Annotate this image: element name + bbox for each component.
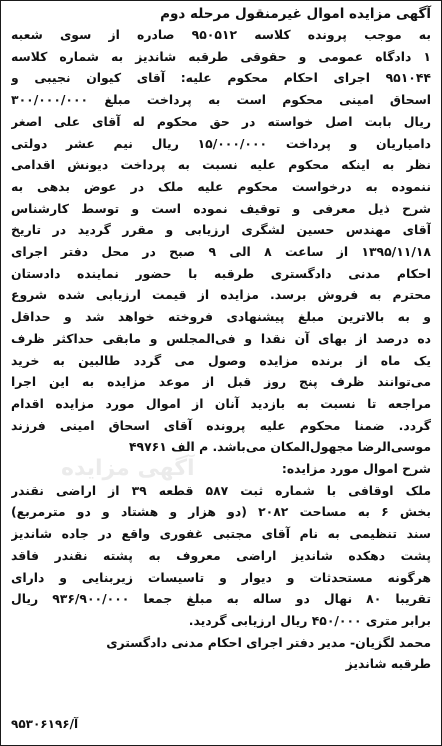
notice-body-line: اسحاق امینی محکوم است به پرداخت مبلغ ۳۰۰/۰۰۰/۰۰۰ [11, 92, 431, 108]
property-line: پشت دهکده شاندیز اراضی معروف به پشته نقندر فاقد [11, 547, 431, 563]
property-line: بخش ۶ به مساحت ۲۰۸۲ (دو هزار و هشتاد و دو مترمربع) [11, 504, 431, 520]
property-line: برابر متری ۴۵۰/۰۰۰ ریال ارزیابی گردید. [188, 612, 431, 628]
property-line: تقریبا ۸۰ نهال دو ساله به مبلغ جمعا ۹۳۶/۹۰۰/۰۰۰ ریال [11, 591, 431, 607]
notice-body-line: موسی‌الرضا مجهول‌المکان می‌باشد. م الف ۴۹۷۶۱ [128, 439, 431, 455]
notice-title: آگهی مزایده اموال غیرمنقول مرحله دوم [160, 6, 431, 22]
notice-body-line: ده درصد از بهای آن نقدا و فی‌المجلس و مابقی حداکثر ظرف [11, 330, 431, 346]
auction-notice [11, 5, 431, 675]
notice-body-line: ۱۳۹۵/۱۱/۱۸ از ساعت ۸ الی ۹ صبح در محل دفتر اجرای [11, 244, 431, 260]
notice-body-line: آقای مهندس حسین لشگری ارزیابی و مقرر گردید در تاریخ [11, 222, 431, 238]
property-line: هرگونه مستحدثات و دیوار و تاسیسات زیربنایی و دارای [11, 569, 431, 585]
notice-body-line: به موجب پرونده کلاسه ۹۵۰۵۱۲ صادره از سوی شعبه [11, 27, 431, 42]
notice-body-line: ریال بابت اصل خواسته در حق محکوم له آقای علی اصغر [11, 113, 431, 129]
notice-body-line: ۹۵۱۰۴۴ اجرای احکام محکوم علیه: آقای کیوان نجیبی و [11, 70, 431, 86]
notice-body-line: مراجعه تا نسبت به بازدید آنان از اموال مورد مزایده اقدام [11, 395, 431, 411]
notice-body-line: محترم به فروش برسد. مزایده از قیمت ارزیابی شده شروع [11, 287, 431, 303]
property-line: ملک اوقافی با شماره ثبت ۵۸۷ قطعه ۳۹ از اراضی نقندر [11, 482, 431, 498]
notice-body-line: ۱ دادگاه عمومی و حقوقی طرقبه شاندیز به شماره کلاسه [11, 48, 431, 64]
notice-body [11, 24, 431, 458]
reference-number: ۹۵۳۰۶۱۹۶/آ [11, 717, 79, 731]
notice-body-line: نظر به اینکه محکوم علیه نسبت به پرداخت دیونش اقدامی [11, 157, 431, 173]
notice-body-line: می‌توانند ظرف پنج روز قبل از موعد مزایده به این اجرا [11, 374, 431, 390]
property-heading: شرح اموال مورد مزایده: [281, 461, 431, 477]
notice-body-line: ننموده به درخواست محکوم علیه ملک در عوض بدهی به [11, 178, 431, 194]
watermark-text: آگهی مزایده [61, 456, 195, 481]
notice-body-line: و به بالاترین مبلغ پیشنهادی فروخته خواهد شد و حداقل [11, 309, 431, 325]
notice-body-line: یک ماه از برنده مزایده وصول می گردد طالبین به خرید [11, 352, 431, 368]
notice-body-line: احکام مدنی دادگستری طرقبه با حضور نماینده دادستان [11, 265, 431, 281]
property-description [11, 480, 431, 632]
signature-line: محمد لگزیان- مدیر دفتر اجرای احکام مدنی دادگستری [106, 634, 431, 650]
notice-body-line: گردد. ضمنا محکوم علیه پرونده آقای اسحاق امینی فرزند [11, 417, 431, 433]
notice-body-line: شرح ذیل معرفی و توقیف نموده است و توسط کارشناس [11, 200, 431, 216]
notice-body-line: دامیاریان و پرداخت ۱۵/۰۰۰/۰۰۰ ریال نیم عشر دولتی [11, 135, 431, 151]
property-line: سند تنظیمی به نام آقای مجتبی غفوری واقع در جاده شاندیز [11, 526, 431, 542]
signature-block [11, 632, 431, 675]
signature-line: طرقبه شاندیز [345, 656, 431, 672]
